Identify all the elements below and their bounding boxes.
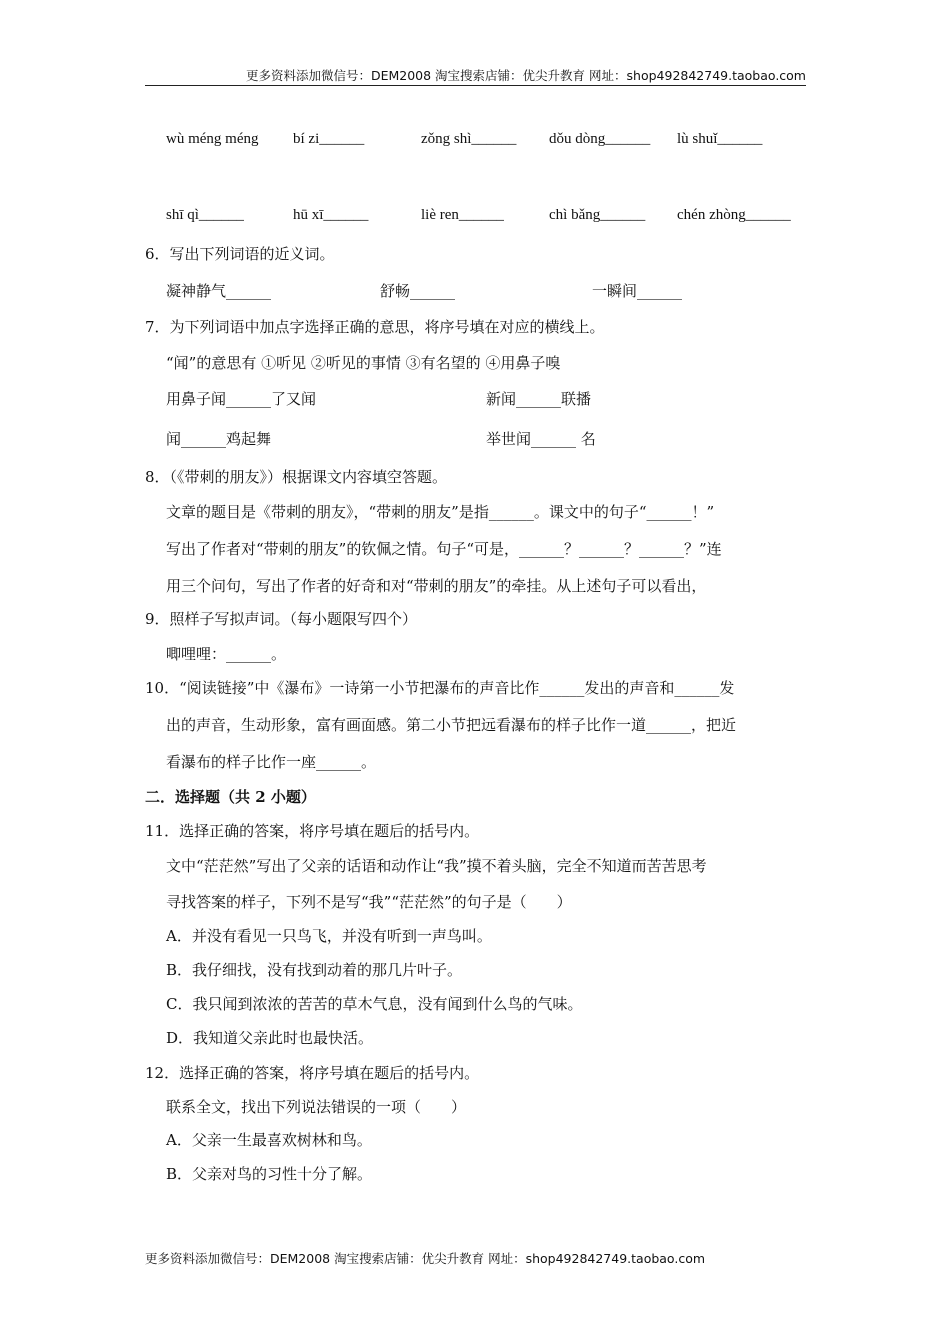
question-10-line: 出的声音，生动形象，富有画面感。第二小节把远看瀑布的样子比作一道______，把近: [166, 716, 737, 734]
q7-item: 用鼻子闻______了又闻: [166, 390, 317, 408]
q11-line: 寻找答案的样子，下列不是写“我”“茫茫然”的句子是（ ）: [166, 893, 572, 911]
pinyin-item: chì bǎng______: [549, 207, 646, 223]
q12-option-b: B．父亲对鸟的习性十分了解。: [166, 1165, 373, 1183]
pinyin-item: hū xī______: [293, 207, 369, 223]
q8-line: 写出了作者对“带刺的朋友”的钦佩之情。句子“可是，______？______？______？”连: [166, 540, 722, 558]
question-7-title: 7．为下列词语中加点字选择正确的意思，将序号填在对应的横线上。: [145, 318, 605, 336]
q7-meanings: “闻”的意思有 ①听见 ②听见的事情 ③有名望的 ④用鼻子嗅: [166, 354, 561, 372]
question-11-title: 11．选择正确的答案，将序号填在题后的括号内。: [145, 822, 480, 840]
pinyin-item: dǒu dòng______: [549, 131, 651, 147]
q11-option-c: C．我只闻到浓浓的苦苦的草木气息，没有闻到什么鸟的气味。: [166, 995, 583, 1013]
q11-option-d: D．我知道父亲此时也最快活。: [166, 1029, 374, 1047]
q6-item: 舒畅______: [380, 282, 456, 300]
question-10-line: 看瀑布的样子比作一座______。: [166, 753, 377, 771]
question-8-title: 8．（《带刺的朋友》）根据课文内容填空答题。: [145, 468, 448, 486]
question-10-line: 10．“阅读链接”中《瀑布》一诗第一小节把瀑布的声音比作______发出的声音和______发: [145, 679, 735, 697]
q12-option-a: A．父亲一生最喜欢树林和鸟。: [166, 1131, 372, 1149]
q6-item: 一瞬间______: [592, 282, 683, 300]
section-title: 二．选择题（共 2 小题）: [145, 788, 316, 806]
q7-item: 闻______鸡起舞: [166, 430, 272, 448]
page-header: 更多资料添加微信号：DEM2008 淘宝搜索店铺：优尖升教育 网址：shop492842749.taobao.com: [245, 68, 806, 83]
q11-line: 文中“茫茫然”写出了父亲的话语和动作让“我”摸不着头脑，完全不知道而苦苦思考: [166, 857, 707, 875]
q7-item: 新闻______联播: [486, 390, 592, 408]
question-9-title: 9．照样子写拟声词。（每小题限写四个）: [145, 610, 418, 628]
pinyin-item: chén zhòng______: [677, 207, 791, 223]
q6-item: 凝神静气______: [166, 282, 272, 300]
pinyin-item: liè ren______: [421, 207, 504, 223]
pinyin-item: bí zi______: [293, 131, 365, 147]
header-divider: [145, 85, 806, 86]
pinyin-item: zǒng shì______: [421, 131, 517, 147]
q11-option-b: B．我仔细找，没有找到动着的那几片叶子。: [166, 961, 463, 979]
q12-line: 联系全文，找出下列说法错误的一项（ ）: [166, 1098, 467, 1116]
pinyin-item: shī qì______: [166, 207, 244, 223]
q8-line: 文章的题目是《带刺的朋友》，“带刺的朋友”是指______。课文中的句子“______！”: [166, 503, 715, 521]
q7-item: 举世闻______ 名: [486, 430, 596, 448]
q8-line: 用三个问句，写出了作者的好奇和对“带刺的朋友”的牵挂。从上述句子可以看出，: [166, 577, 707, 595]
q9-line: 唧哩哩：______。: [166, 645, 287, 663]
pinyin-item: wù méng méng: [166, 131, 259, 147]
page-footer: 更多资料添加微信号：DEM2008 淘宝搜索店铺：优尖升教育 网址：shop492842749.taobao.com: [145, 1251, 706, 1266]
question-12-title: 12．选择正确的答案，将序号填在题后的括号内。: [145, 1064, 480, 1082]
q11-option-a: A．并没有看见一只鸟飞，并没有听到一声鸟叫。: [166, 927, 492, 945]
pinyin-item: lù shuǐ______: [677, 131, 763, 147]
question-6-title: 6．写出下列词语的近义词。: [145, 245, 335, 263]
